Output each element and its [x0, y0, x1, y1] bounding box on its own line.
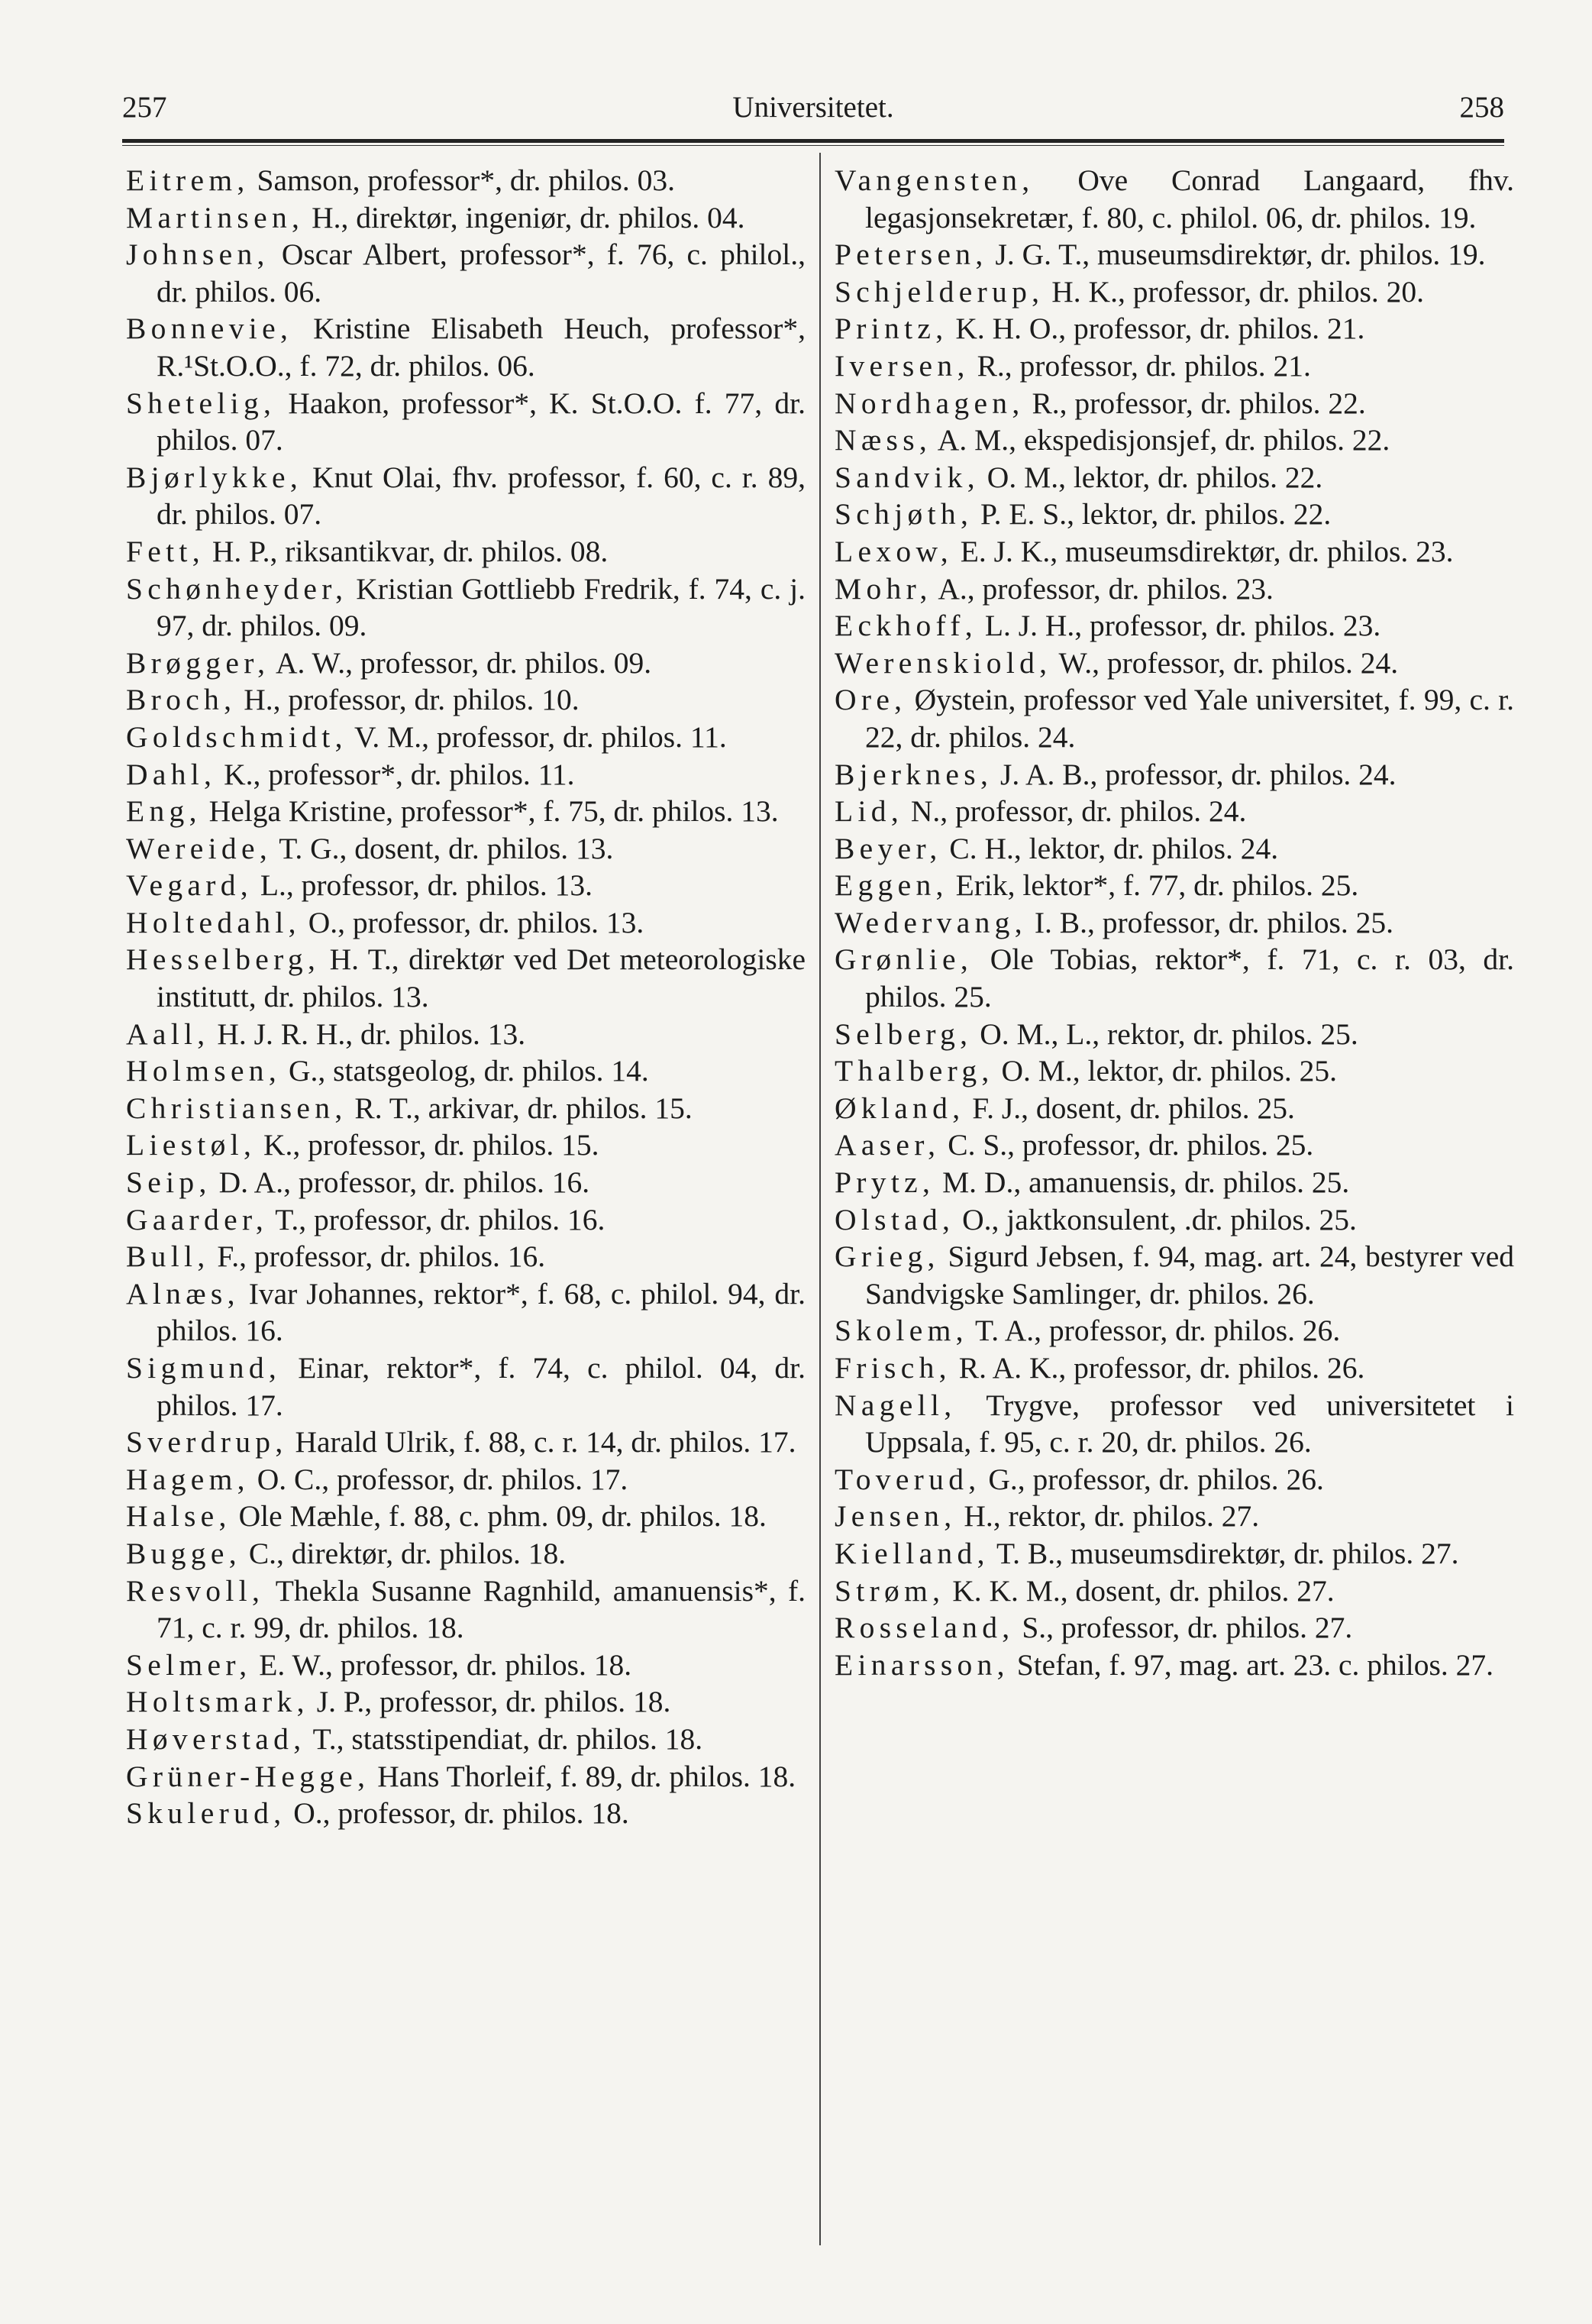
entry-details: K. H. O., professor, dr. philos. 21. [955, 312, 1365, 346]
register-entry [835, 904, 1514, 942]
entry-details: Ole Tobias, rektor*, f. 71, c. r. 03, dr. philos. 25. [865, 942, 1514, 1014]
entry-surname: Grüner-Hegge, [126, 1759, 370, 1793]
register-entry [126, 162, 806, 199]
entry-details: C. H., lektor, dr. philos. 24. [949, 831, 1279, 865]
entry-details: J. P., professor, dr. philos. 18. [316, 1685, 671, 1719]
register-entry [835, 422, 1514, 459]
running-header [122, 90, 1504, 136]
entry-surname: Vegard, [126, 868, 253, 903]
register-entry [126, 1052, 806, 1090]
entry-surname: Prytz, [835, 1165, 935, 1200]
register-entry [126, 570, 806, 645]
register-entry [835, 1016, 1514, 1053]
entry-surname: Wedervang, [835, 905, 1027, 939]
header-rule [122, 139, 1504, 143]
entry-surname: Frisch, [835, 1351, 951, 1385]
entry-surname: Økland, [835, 1091, 965, 1125]
entry-surname: Seip, [126, 1165, 212, 1200]
register-entry [835, 1201, 1514, 1239]
entry-details: V. M., professor, dr. philos. 11. [354, 719, 727, 754]
entry-surname: Selmer, [126, 1647, 252, 1682]
entry-details: G., statsgeolog, dr. philos. 14. [288, 1054, 649, 1088]
entry-surname: Schjøth, [835, 497, 974, 532]
entry-surname: Fett, [126, 534, 205, 568]
entry-surname: Bjerknes, [835, 757, 993, 791]
register-entry [126, 385, 806, 459]
entry-surname: Alnæs, [126, 1276, 240, 1311]
register-entry [835, 1535, 1514, 1572]
entry-surname: Aaser, [835, 1128, 941, 1162]
entry-surname: Lexow, [835, 534, 953, 568]
entry-details: R., professor, dr. philos. 22. [1032, 386, 1366, 420]
entry-surname: Kielland, [835, 1536, 990, 1570]
entry-surname: Werenskiold, [835, 645, 1052, 680]
entry-surname: Schjelderup, [835, 274, 1045, 309]
entry-details: Erik, lektor*, f. 77, dr. philos. 25. [955, 868, 1359, 903]
entry-details: T. G., dosent, dr. philos. 13. [279, 831, 614, 865]
register-entry [126, 1758, 806, 1796]
header-rule-thin [122, 145, 1504, 146]
register-entry [126, 645, 806, 682]
entry-surname: Sigmund, [126, 1351, 282, 1385]
entry-surname: Vangensten, [835, 163, 1035, 197]
entry-details: W., professor, dr. philos. 24. [1058, 645, 1399, 680]
register-entry [126, 1349, 806, 1424]
entry-surname: Dahl, [126, 757, 217, 791]
running-title: Universitetet. [732, 91, 894, 124]
register-entry [835, 1090, 1514, 1127]
page-number-left: 257 [122, 91, 167, 124]
entry-details: H. P., riksantikvar, dr. philos. 08. [212, 534, 609, 568]
register-entry [126, 310, 806, 384]
entry-surname: Nordhagen, [835, 386, 1025, 420]
register-entry [126, 1683, 806, 1721]
register-entry [126, 1535, 806, 1572]
register-entry [835, 1312, 1514, 1349]
entry-details: Ove Conrad Langaard, fhv. legasjonsekretær, f. 80, c. philol. 06, dr. philos. 19. [865, 163, 1514, 234]
register-entry [126, 1721, 806, 1758]
entry-surname: Eggen, [835, 868, 948, 903]
register-entry [835, 756, 1514, 794]
register-entry [126, 904, 806, 942]
entry-surname: Aall, [126, 1017, 210, 1051]
register-entry [835, 1498, 1514, 1535]
entry-details: C., direktør, dr. philos. 18. [248, 1536, 567, 1570]
entry-surname: Petersen, [835, 238, 988, 272]
register-entry [835, 533, 1514, 570]
register-entry [835, 1126, 1514, 1164]
register-entry [835, 347, 1514, 385]
entry-details: Ivar Johannes, rektor*, f. 68, c. philol. 94, dr. philos. 16. [157, 1276, 806, 1348]
entry-surname: Bonnevie, [126, 312, 293, 346]
register-entry [126, 1498, 806, 1535]
entry-surname: Gaarder, [126, 1202, 269, 1236]
entry-surname: Martinsen, [126, 200, 305, 234]
entry-surname: Brøgger, [126, 645, 270, 680]
entry-details: H. K., professor, dr. philos. 20. [1051, 274, 1425, 309]
entry-surname: Holtsmark, [126, 1685, 309, 1719]
entry-surname: Holtedahl, [126, 905, 301, 939]
entry-details: K., professor, dr. philos. 15. [263, 1128, 599, 1162]
entry-details: O. M., L., rektor, dr. philos. 25. [980, 1017, 1358, 1051]
entry-details: Øystein, professor ved Yale universitet, f. 99, c. r. 22, dr. philos. 24. [865, 683, 1514, 754]
entry-surname: Bugge, [126, 1536, 241, 1570]
register-entry [126, 1461, 806, 1498]
entry-details: E. J. K., museumsdirektør, dr. philos. 23. [960, 534, 1454, 568]
entry-details: O. M., lektor, dr. philos. 25. [1001, 1054, 1337, 1088]
entry-details: H., professor, dr. philos. 10. [244, 683, 580, 717]
entry-surname: Hagem, [126, 1462, 250, 1496]
entry-details: A. M., ekspedisjonsjef, dr. philos. 22. [937, 423, 1390, 457]
entry-details: S., professor, dr. philos. 27. [1022, 1611, 1353, 1645]
entry-surname: Shetelig, [126, 386, 276, 420]
register-entry [835, 385, 1514, 422]
register-entry [126, 1795, 806, 1832]
register-entry [126, 1275, 806, 1349]
entry-details: H. T., direktør ved Det meteorologiske institutt, dr. philos. 13. [157, 942, 806, 1014]
entry-surname: Liestøl, [126, 1128, 257, 1162]
register-entry [835, 1387, 1514, 1461]
entry-surname: Olstad, [835, 1202, 955, 1236]
entry-surname: Schønheyder, [126, 571, 348, 606]
entry-details: Harald Ulrik, f. 88, c. r. 14, dr. philos. 17. [295, 1425, 796, 1459]
entry-details: F., professor, dr. philos. 16. [217, 1240, 546, 1274]
register-entry [126, 236, 806, 310]
entry-details: A. W., professor, dr. philos. 09. [276, 645, 652, 680]
entry-details: J. A. B., professor, dr. philos. 24. [1000, 757, 1397, 791]
entry-details: Kristian Gottliebb Fredrik, f. 74, c. j. 97, dr. philos. 09. [157, 571, 806, 643]
entry-details: T. B., museumsdirektør, dr. philos. 27. [996, 1536, 1459, 1570]
entry-details: C. S., professor, dr. philos. 25. [948, 1128, 1314, 1162]
entry-details: R., professor, dr. philos. 21. [977, 348, 1311, 383]
entry-surname: Thalberg, [835, 1054, 994, 1088]
register-entry [835, 1647, 1514, 1684]
entry-details: O., jaktkonsulent, .dr. philos. 25. [962, 1202, 1357, 1236]
entry-details: F. J., dosent, dr. philos. 25. [972, 1091, 1295, 1125]
entry-surname: Skolem, [835, 1314, 968, 1348]
register-entry [835, 1461, 1514, 1498]
entry-surname: Strøm, [835, 1573, 945, 1608]
entry-surname: Grieg, [835, 1240, 940, 1274]
entry-surname: Einarsson, [835, 1647, 1009, 1682]
register-entry [835, 1609, 1514, 1647]
entry-surname: Sverdrup, [126, 1425, 288, 1459]
register-entry [835, 645, 1514, 682]
entry-surname: Broch, [126, 683, 237, 717]
entry-surname: Eng, [126, 794, 202, 829]
entry-surname: Grønlie, [835, 942, 974, 977]
register-entry [835, 681, 1514, 755]
entry-surname: Ore, [835, 683, 907, 717]
entry-surname: Christiansen, [126, 1091, 347, 1125]
entry-surname: Wereide, [126, 831, 273, 865]
register-entry [126, 1647, 806, 1684]
entry-details: M. D., amanuensis, dr. philos. 25. [942, 1165, 1350, 1200]
entry-details: N., professor, dr. philos. 24. [910, 794, 1247, 829]
register-entry [126, 867, 806, 904]
entry-details: Helga Kristine, professor*, f. 75, dr. philos. 13. [208, 794, 779, 829]
register-entry [835, 830, 1514, 868]
entry-details: Thekla Susanne Ragnhild, amanuensis*, f. 71, c. r. 99, dr. philos. 18. [157, 1573, 806, 1645]
entry-surname: Beyer, [835, 831, 942, 865]
entry-surname: Nagell, [835, 1388, 957, 1422]
entry-details: T., professor, dr. philos. 16. [275, 1202, 605, 1236]
page-number-right: 258 [1459, 91, 1504, 124]
right-column [835, 162, 1514, 2255]
entry-details: T., statsstipendiat, dr. philos. 18. [312, 1721, 703, 1756]
entry-details: H., rektor, dr. philos. 27. [964, 1499, 1260, 1534]
entry-surname: Selberg, [835, 1017, 973, 1051]
register-entry [126, 1164, 806, 1201]
entry-details: K., professor*, dr. philos. 11. [224, 757, 575, 791]
entry-details: L., professor, dr. philos. 13. [260, 868, 593, 903]
register-entry [126, 681, 806, 719]
entry-details: R. A. K., professor, dr. philos. 26. [958, 1351, 1365, 1385]
register-entry [835, 1164, 1514, 1201]
column-divider [819, 153, 821, 2245]
entry-details: Trygve, professor ved universitetet i Uppsala, f. 95, c. r. 20, dr. philos. 26. [865, 1388, 1514, 1459]
entry-details: Ole Mæhle, f. 88, c. phm. 09, dr. philos. 18. [238, 1499, 767, 1534]
register-entry [126, 459, 806, 533]
register-entry [835, 570, 1514, 608]
entry-details: T. A., professor, dr. philos. 26. [975, 1314, 1341, 1348]
entry-surname: Holmsen, [126, 1054, 282, 1088]
entry-details: R. T., arkivar, dr. philos. 15. [354, 1091, 693, 1125]
entry-details: Stefan, f. 97, mag. art. 23. c. philos. 27. [1016, 1647, 1494, 1682]
entry-surname: Næss, [835, 423, 932, 457]
register-entry [835, 1238, 1514, 1312]
register-entry [835, 459, 1514, 496]
register-entry [126, 1238, 806, 1275]
entry-surname: Lid, [835, 794, 904, 829]
entry-surname: Bjørlykke, [126, 460, 303, 494]
register-entry [835, 496, 1514, 533]
entry-surname: Halse, [126, 1499, 231, 1534]
entry-surname: Rosseland, [835, 1611, 1015, 1645]
register-entry [835, 236, 1514, 273]
entry-surname: Goldschmidt, [126, 719, 347, 754]
entry-surname: Sandvik, [835, 460, 980, 494]
entry-details: K. K. M., dosent, dr. philos. 27. [952, 1573, 1335, 1608]
entry-surname: Printz, [835, 312, 948, 346]
entry-details: Samson, professor*, dr. philos. 03. [257, 163, 675, 197]
register-entry [126, 1424, 806, 1461]
left-column [126, 162, 806, 2255]
register-entry [126, 1572, 806, 1647]
register-entry [126, 941, 806, 1015]
entry-details: A., professor, dr. philos. 23. [938, 571, 1274, 606]
register-entry [126, 533, 806, 570]
register-entry [126, 1201, 806, 1239]
entry-surname: Bull, [126, 1240, 210, 1274]
register-entry [835, 273, 1514, 311]
register-entry [126, 719, 806, 756]
entry-surname: Hesselberg, [126, 942, 321, 977]
entry-surname: Skulerud, [126, 1796, 286, 1831]
register-entry [835, 607, 1514, 645]
register-entry [835, 867, 1514, 904]
entry-details: Haakon, professor*, K. St.O.O. f. 77, dr. philos. 07. [157, 386, 806, 457]
entry-surname: Iversen, [835, 348, 970, 383]
register-entry [126, 830, 806, 868]
entry-details: O. C., professor, dr. philos. 17. [257, 1462, 628, 1496]
register-entry [835, 1052, 1514, 1090]
entry-details: Hans Thorleif, f. 89, dr. philos. 18. [377, 1759, 796, 1793]
entry-details: O., professor, dr. philos. 13. [308, 905, 644, 939]
entry-details: O. M., lektor, dr. philos. 22. [987, 460, 1323, 494]
entry-details: I. B., professor, dr. philos. 25. [1034, 905, 1394, 939]
entry-details: G., professor, dr. philos. 26. [988, 1462, 1324, 1496]
register-entry [835, 793, 1514, 830]
register-entry [126, 1090, 806, 1127]
entry-details: H. J. R. H., dr. philos. 13. [217, 1017, 526, 1051]
entry-surname: Eitrem, [126, 163, 250, 197]
entry-details: Oscar Albert, professor*, f. 76, c. philol., dr. philos. 06. [157, 238, 806, 309]
register-entry [835, 1572, 1514, 1610]
entry-details: H., direktør, ingeniør, dr. philos. 04. [312, 200, 745, 234]
entry-surname: Jensen, [835, 1499, 957, 1534]
register-entry [835, 162, 1514, 236]
entry-details: E. W., professor, dr. philos. 18. [259, 1647, 632, 1682]
register-entry [835, 941, 1514, 1015]
entry-details: Sigurd Jebsen, f. 94, mag. art. 24, bestyrer ved Sandvigske Samlinger, dr. philos. 26. [865, 1240, 1514, 1311]
register-entry [835, 310, 1514, 347]
register-entry [126, 1126, 806, 1164]
entry-details: D. A., professor, dr. philos. 16. [218, 1165, 590, 1200]
entry-details: P. E. S., lektor, dr. philos. 22. [980, 497, 1332, 532]
entry-surname: Toverud, [835, 1462, 981, 1496]
entry-details: Kristine Elisabeth Heuch, professor*, R.¹St.O.O., f. 72, dr. philos. 06. [157, 312, 806, 383]
register-entry [835, 1349, 1514, 1387]
entry-details: Knut Olai, fhv. professor, f. 60, c. r. 89, dr. philos. 07. [157, 460, 806, 532]
entry-details: O., professor, dr. philos. 18. [293, 1796, 629, 1831]
entry-surname: Høverstad, [126, 1721, 306, 1756]
entry-details: Einar, rektor*, f. 74, c. philol. 04, dr. philos. 17. [157, 1351, 806, 1422]
entry-surname: Resvoll, [126, 1573, 265, 1608]
entry-details: J. G. T., museumsdirektør, dr. philos. 19. [995, 238, 1486, 272]
register-entry [126, 199, 806, 237]
register-entry [126, 1016, 806, 1053]
entry-surname: Eckhoff, [835, 609, 977, 643]
entry-surname: Johnsen, [126, 238, 270, 272]
register-entry [126, 793, 806, 830]
entry-surname: Mohr, [835, 571, 932, 606]
entry-details: L. J. H., professor, dr. philos. 23. [984, 609, 1381, 643]
register-entry [126, 756, 806, 794]
